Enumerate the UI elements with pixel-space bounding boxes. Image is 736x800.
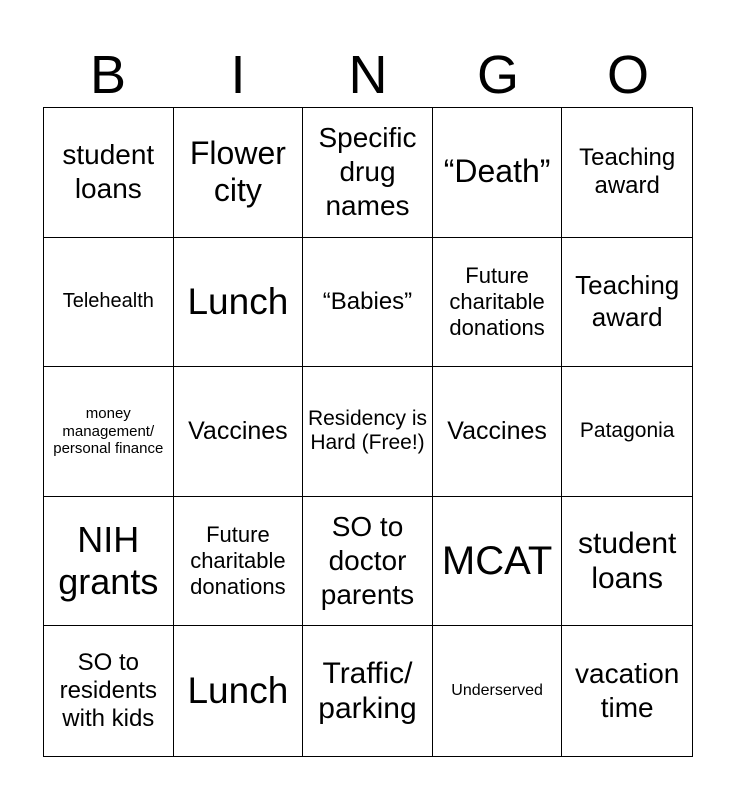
cell-label: Residency is Hard (Free!) [307, 406, 428, 455]
bingo-cell[interactable] [562, 238, 692, 368]
bingo-cell[interactable] [174, 367, 304, 497]
bingo-cell[interactable] [44, 367, 174, 497]
cell-label: Lunch [187, 281, 289, 323]
cell-label: Traffic/ parking [318, 656, 417, 726]
cell-label: Telehealth [62, 290, 154, 313]
bingo-board [43, 107, 693, 757]
cell-label: SO to doctor parents [320, 510, 415, 611]
bingo-cell[interactable] [433, 367, 563, 497]
header-letter-b: B [89, 45, 127, 105]
cell-label: money management/ personal finance [53, 404, 164, 458]
bingo-cell[interactable] [562, 497, 692, 627]
header-letter-n: N [348, 45, 388, 105]
cell-label: NIH grants [58, 518, 159, 603]
bingo-cell[interactable] [303, 626, 433, 756]
bingo-cell[interactable] [433, 626, 563, 756]
bingo-cell[interactable] [303, 238, 433, 368]
bingo-cell[interactable] [562, 108, 692, 238]
bingo-cell[interactable] [303, 367, 433, 497]
cell-label: vacation time [575, 658, 680, 724]
cell-label: student loans [62, 139, 155, 205]
bingo-cell[interactable] [433, 497, 563, 627]
header-letter-o: O [606, 45, 649, 105]
bingo-cell[interactable] [174, 497, 304, 627]
header-letter-i: I [230, 45, 246, 105]
bingo-cell[interactable] [44, 108, 174, 238]
cell-label: Patagonia [579, 419, 675, 443]
cell-label: “Death” [443, 153, 551, 190]
cell-label: Flower city [189, 134, 286, 209]
cell-label: Vaccines [188, 416, 288, 445]
bingo-cell[interactable] [433, 238, 563, 368]
cell-label: MCAT [441, 538, 553, 583]
bingo-cell[interactable] [44, 238, 174, 368]
bingo-cell[interactable] [433, 108, 563, 238]
cell-label: student loans [577, 526, 677, 596]
cell-label: Specific drug names [318, 122, 417, 222]
cell-label: Vaccines [447, 416, 547, 445]
cell-label: “Babies” [322, 287, 413, 315]
cell-label: Teaching award [575, 270, 680, 332]
bingo-cell[interactable] [174, 626, 304, 756]
cell-label: Lunch [187, 670, 289, 712]
bingo-cell[interactable] [44, 497, 174, 627]
cell-label: Future charitable donations [190, 522, 286, 600]
header-letter-g: G [476, 45, 519, 105]
bingo-cell[interactable] [44, 626, 174, 756]
bingo-cell[interactable] [562, 626, 692, 756]
cell-label: Teaching award [579, 143, 676, 200]
bingo-header [43, 44, 693, 106]
bingo-cell[interactable] [562, 367, 692, 497]
bingo-cell[interactable] [174, 108, 304, 238]
cell-label: Underserved [451, 681, 543, 699]
cell-label: SO to residents with kids [59, 648, 157, 733]
bingo-cell[interactable] [303, 497, 433, 627]
bingo-cell[interactable] [174, 238, 304, 368]
cell-label: Future charitable donations [449, 262, 545, 340]
bingo-cell[interactable] [303, 108, 433, 238]
